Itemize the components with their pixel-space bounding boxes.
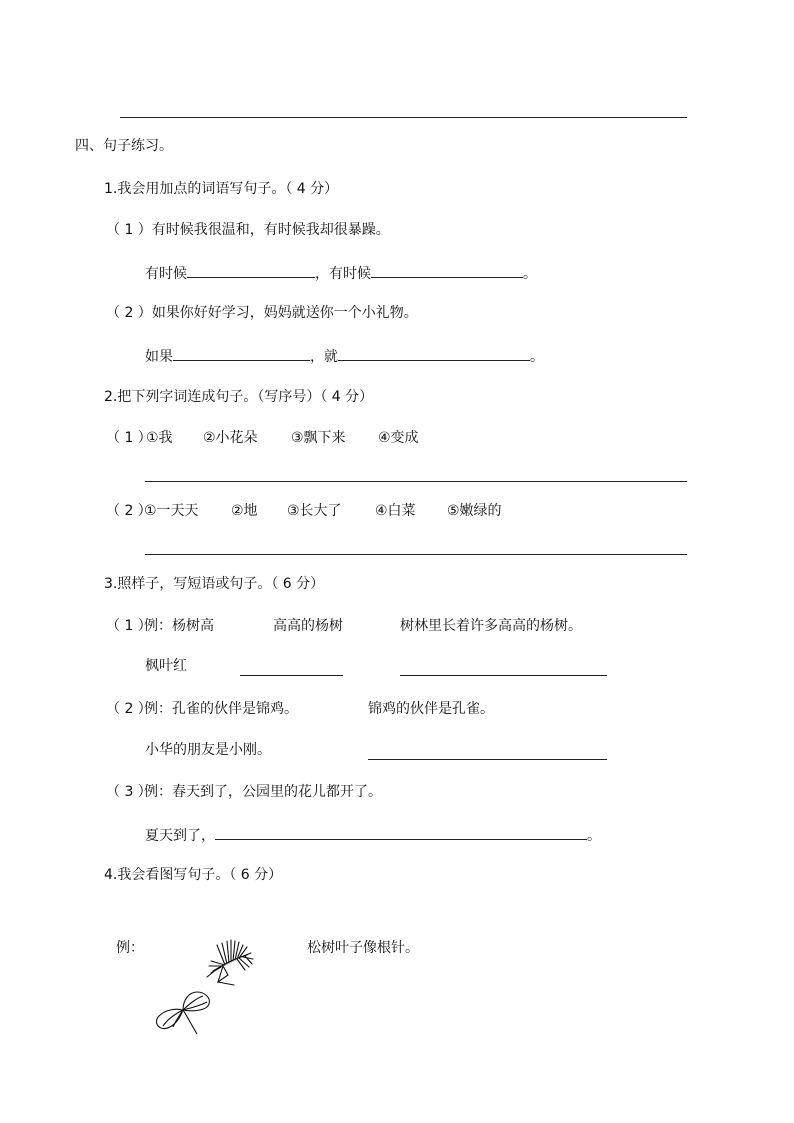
q3-ex2-answer: 锦鸡的伙伴是孔雀。: [368, 701, 494, 717]
q1-item-2-answer: [145, 346, 544, 366]
q2-title: 2.把下列字词连成句子。（写序号）（ 4 分）: [104, 389, 374, 405]
q1-item-2-part2: ，就: [310, 349, 338, 365]
q2-item-1-word: ②小花朵: [203, 430, 258, 446]
q2-item-1: [106, 429, 419, 447]
q3-ex2-prompt: 小华的朋友是小刚。: [145, 742, 271, 758]
q2-item-1-num: （ 1 ）: [106, 430, 152, 446]
answer-line-top[interactable]: [120, 117, 687, 118]
q2-item-2-word: ①一天天: [144, 503, 199, 519]
q3-ex1-prompt: 枫叶红: [145, 658, 187, 674]
q3-example-3: [106, 783, 382, 801]
q3-title: 3.照样子，写短语或句子。（ 6 分）: [104, 576, 325, 592]
q3-ex3-end: 。: [587, 828, 601, 844]
q3-ex1-num: （ 1 ）: [106, 618, 152, 634]
q3-ex2-blank[interactable]: [368, 759, 607, 760]
q3-ex1-label: 例：杨树高: [144, 618, 214, 634]
q1-item-1-answer: [145, 263, 537, 283]
q3-ex3-prompt: 夏天到了，: [145, 828, 215, 844]
q1-item-1-blank1[interactable]: [187, 263, 315, 278]
q1-item-1-part2: ，有时候: [315, 266, 371, 282]
q3-example-1: [106, 617, 582, 635]
q1-title: 1.我会用加点的词语写句子。（ 4 分）: [104, 181, 339, 197]
q2-item-2-num: （ 2 ）: [106, 503, 152, 519]
q3-ex3-blank[interactable]: [215, 825, 587, 840]
q1-item-1-text: 有时候我很温和，有时候我却很暴躁。: [151, 222, 390, 238]
q1-item-1: [106, 221, 390, 239]
q2-item-1-word: ③飘下来: [291, 430, 346, 446]
q1-item-2-end: 。: [530, 349, 544, 365]
q1-item-2-blank2[interactable]: [338, 346, 530, 361]
q2-item-2-word: ⑤嫩绿的: [447, 503, 502, 519]
q2-item-1-word: ①我: [146, 430, 173, 446]
q4-example-sentence: 松树叶子像根针。: [307, 940, 419, 956]
q1-item-2-blank1[interactable]: [173, 346, 310, 361]
q3-ex3-answer: [145, 825, 601, 845]
q2-answer-line-1[interactable]: [145, 481, 687, 482]
q1-item-2-part1: 如果: [145, 349, 173, 365]
q3-ex1-blank-sentence[interactable]: [400, 675, 607, 676]
q2-item-2-word: ②地: [231, 503, 258, 519]
q3-ex3-label: 例：春天到了，公园里的花儿都开了。: [144, 784, 382, 800]
pine-needle-icon: [203, 933, 259, 991]
q1-item-2-num: （ 2 ）: [106, 305, 152, 321]
q3-ex3-num: （ 3 ）: [106, 784, 152, 800]
q2-item-1-word: ④变成: [378, 430, 419, 446]
q2-answer-line-2[interactable]: [145, 554, 687, 555]
section-title: 四、句子练习。: [75, 138, 173, 154]
q3-ex1-blank-phrase[interactable]: [240, 675, 343, 676]
q1-item-2-text: 如果你好好学习，妈妈就送你一个小礼物。: [151, 305, 418, 321]
q2-item-2-word: ③长大了: [287, 503, 342, 519]
q3-ex2-num: （ 2 ）: [106, 701, 152, 717]
q1-item-1-blank2[interactable]: [371, 263, 523, 278]
q3-ex2-label: 例：孔雀的伙伴是锦鸡。: [144, 701, 298, 717]
q1-item-1-end: 。: [523, 266, 537, 282]
q2-item-2: [106, 502, 502, 520]
q4-example-label: 例：: [116, 940, 144, 956]
q1-item-2: [106, 304, 418, 322]
q1-item-1-num: （ 1 ）: [106, 222, 152, 238]
q3-example-2: [106, 700, 494, 718]
q4-title: 4.我会看图写句子。（ 6 分）: [104, 867, 283, 883]
q2-item-2-word: ④白菜: [375, 503, 416, 519]
q1-item-1-part1: 有时候: [145, 266, 187, 282]
q3-ex1-sentence: 树林里长着许多高高的杨树。: [400, 618, 582, 634]
q3-ex1-phrase: 高高的杨树: [273, 618, 343, 634]
ginkgo-leaf-icon: [153, 988, 213, 1038]
